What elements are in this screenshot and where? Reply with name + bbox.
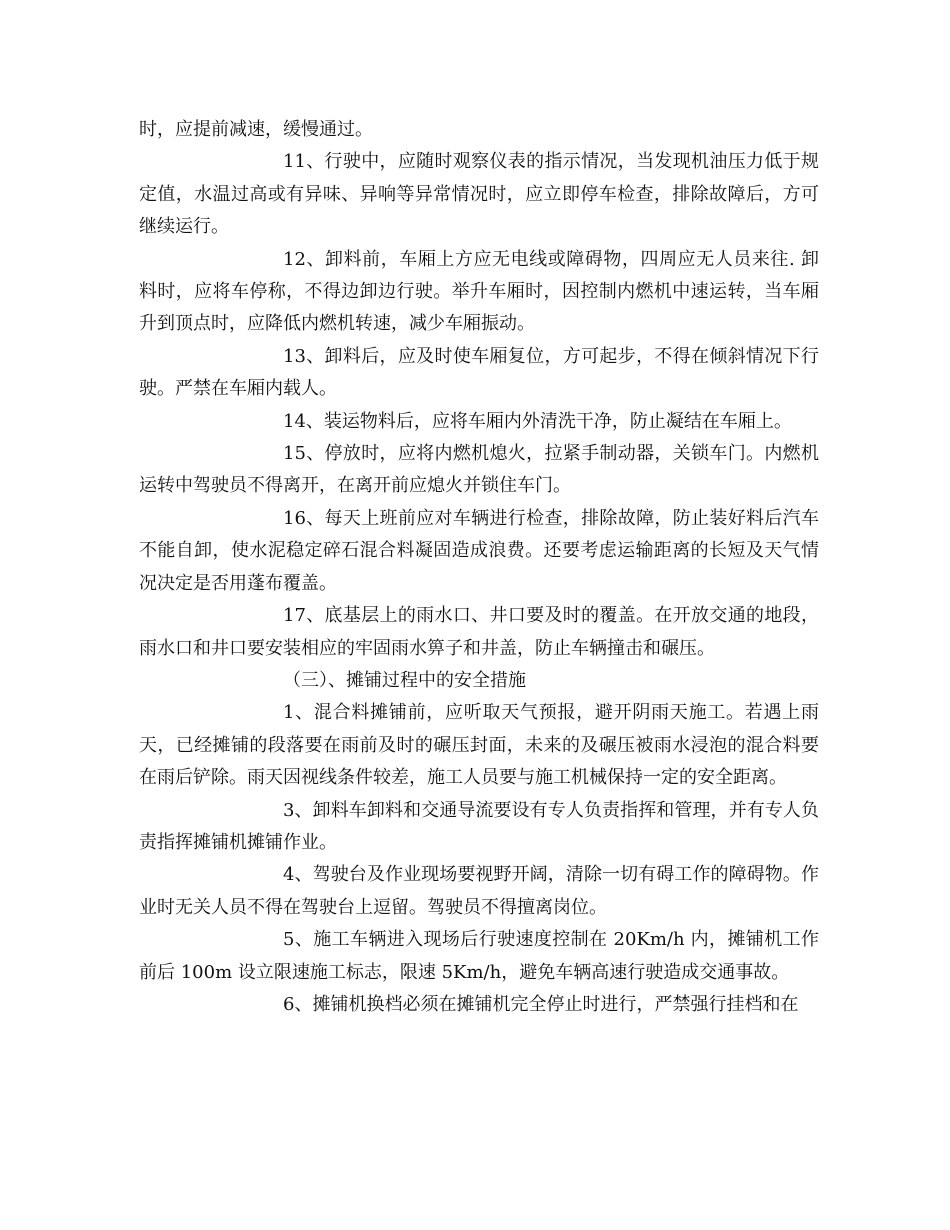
paragraph-item-13: 13、卸料后，应及时使车厢复位，方可起步，不得在倾斜情况下行驶。严禁在车厢内载人。	[139, 345, 819, 400]
paragraph-item-3: 3、卸料车卸料和交通导流要设有专人负责指挥和管理，并有专人负责指挥摊铺机摊铺作业。	[139, 799, 819, 853]
paragraph-item-4: 4、驾驶台及作业现场要视野开阔，清除一切有碍工作的障碍物。作业时无关人员不得在驾驶台上逗留。驾驶员不得擅离岗位。	[139, 864, 819, 918]
paragraph-item-15: 15、停放时，应将内燃机熄火，拉紧手制动器，关锁车门。内燃机运转中驾驶员不得离开，在离开前应熄火并锁住车门。	[139, 443, 819, 497]
paragraph-item-12: 12、卸料前，车厢上方应无电线或障碍物，四周应无人员来往. 卸料时，应将车停称，不得边卸边行驶。举升车厢时，因控制内燃机中速运转，当车厢升到顶点时，应降低内燃机转速，减少车厢振动。	[139, 248, 819, 335]
paragraph-item-6: 6、摊铺机换档必须在摊铺机完全停止时进行，严禁强行挂档和在	[283, 993, 799, 1015]
paragraph-item-14: 14、装运物料后，应将车厢内外清洗干净，防止凝结在车厢上。	[283, 410, 792, 432]
section-heading: （三）、摊铺过程中的安全措施	[283, 669, 526, 691]
paragraph-item-16: 16、每天上班前应对车辆进行检查，排除故障，防止装好料后汽车不能自卸，使水泥稳定碎石混合料凝固造成浪费。还要考虑运输距离的长短及天气情况决定是否用蓬布覆盖。	[139, 507, 819, 594]
paragraph-continuation: 时，应提前减速，缓慢通过。	[139, 119, 373, 140]
paragraph-item-5: 5、施工车辆进入现场后行驶速度控制在 20Km/h 内，摊铺机工作前后 100m 设立限速施工标志，限速 5Km/h，避免车辆高速行驶造成交通事故。	[139, 929, 819, 983]
paragraph-item-11: 11、行驶中，应随时观察仪表的指示情况，当发现机油压力低于规定值，水温过高或有异味、异响等异常情况时，应立即停车检查，排除故障后，方可继续运行。	[139, 151, 819, 238]
paragraph-item-1: 1、混合料摊铺前，应听取天气预报，避开阴雨天施工。若遇上雨天，已经摊铺的段落要在雨前及时的碾压封面，未来的及碾压被雨水浸泡的混合料要在雨后铲除。雨天因视线条件较差，施工人员要与施工机械保持一定的安全距离。	[139, 702, 819, 789]
paragraph-item-17: 17、底基层上的雨水口、井口要及时的覆盖。在开放交通的地段，雨水口和井口要安装相应的牢固雨水箅子和井盖，防止车辆撞击和碾压。	[139, 605, 819, 659]
document-body	[139, 114, 819, 1021]
